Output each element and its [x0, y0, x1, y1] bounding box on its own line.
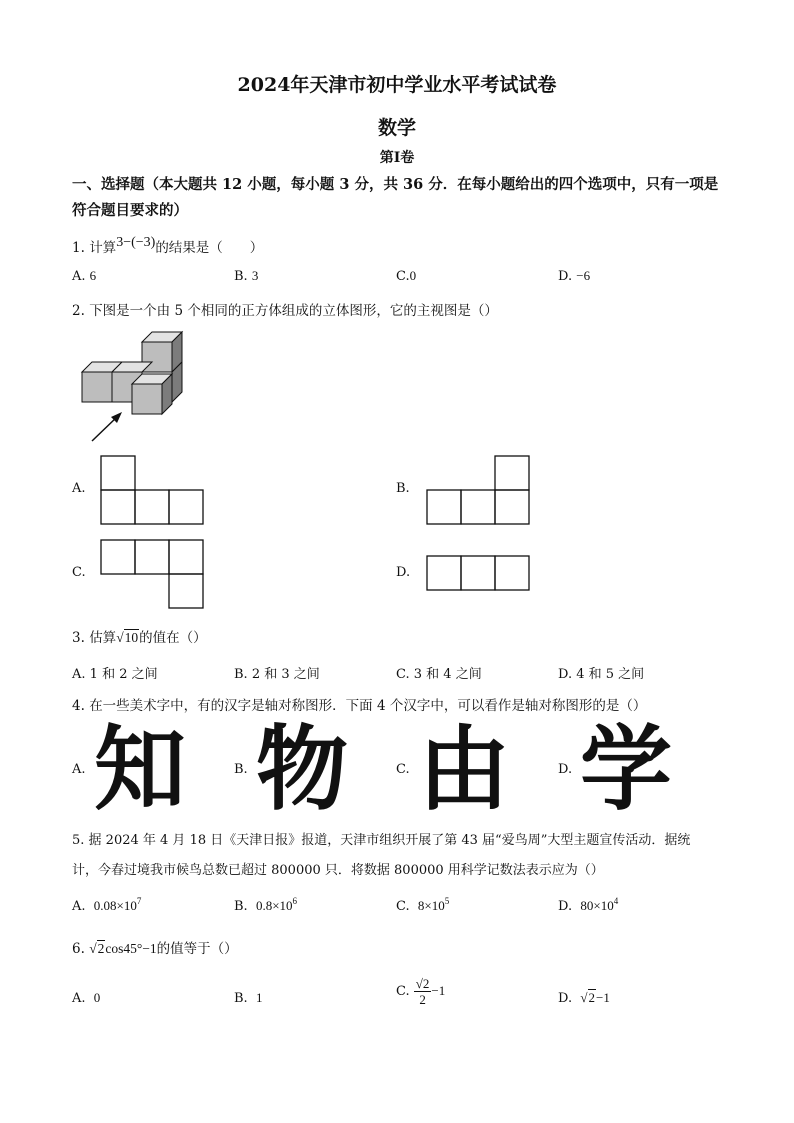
question-number: 2. [72, 303, 85, 319]
math-expression: 3−(−3) [116, 235, 156, 250]
option-base: 8×10 [417, 898, 445, 913]
question-number: 6. [72, 941, 85, 957]
option-label: B. [234, 667, 248, 682]
q6-option-d[interactable] [558, 990, 610, 1006]
q1-option-c[interactable] [396, 268, 416, 284]
option-b-view-diagram [426, 455, 531, 525]
cube-solid-figure [78, 328, 188, 448]
q5-option-a[interactable] [72, 896, 141, 914]
option-value: 0 [409, 268, 417, 283]
question-suffix: 的值在（） [139, 630, 207, 646]
option-exponent: 4 [613, 896, 619, 906]
option-label: C. [396, 667, 410, 682]
question-3 [72, 626, 207, 646]
option-tail: −1 [431, 983, 446, 998]
radicand: 2 [97, 941, 105, 956]
q4-option-a-character[interactable]: 知 [94, 716, 187, 823]
q4-option-d-character[interactable]: 学 [580, 716, 673, 823]
option-base: 0.8×10 [255, 898, 293, 913]
option-value: 1 [255, 990, 263, 1005]
q2-option-a[interactable]: A. [72, 481, 86, 496]
option-a-view-diagram [100, 455, 205, 525]
question-number: 1. [72, 240, 85, 256]
option-value: 6 [89, 268, 97, 283]
option-value: 3 和 4 之间 [413, 667, 482, 682]
q1-option-a[interactable] [72, 268, 96, 284]
sqrt-expression: √2 [89, 941, 105, 956]
question-1 [72, 236, 263, 257]
option-label: A. [72, 991, 86, 1006]
option-label: C. [396, 899, 410, 914]
option-value: 2 和 3 之间 [251, 667, 320, 682]
q6-option-c[interactable] [396, 976, 445, 1007]
option-value: 4 和 5 之间 [576, 667, 645, 682]
question-number: 3. [72, 630, 85, 646]
option-label: A. [72, 667, 86, 682]
question-suffix: 的值等于（） [156, 941, 238, 957]
option-value: 3 [251, 268, 259, 283]
q5-option-d[interactable] [558, 896, 618, 914]
q6-option-a[interactable] [72, 990, 100, 1006]
option-exponent: 6 [292, 896, 298, 906]
option-exponent: 7 [136, 896, 142, 906]
question-5-line-2: 计，今春过境我市候鸟总数已超过 800000 只．将数据 800000 用科学记数法表示应为（） [72, 863, 604, 878]
question-number: 5. [72, 833, 85, 848]
question-text-line-1: 据 2024 年 4 月 18 日《天津日报》报道，天津市组织开展了第 43 届“爱鸟周”大型主题宣传活动．据统 [88, 833, 691, 848]
question-2 [72, 299, 498, 319]
q3-option-d[interactable] [558, 663, 644, 682]
q4-option-b-label[interactable]: B. [234, 762, 248, 777]
q6-option-b[interactable] [234, 990, 262, 1006]
option-base: 0.08×10 [93, 898, 137, 913]
option-value: 0 [93, 990, 101, 1005]
question-5 [72, 829, 690, 848]
fraction-numerator: √2 [415, 976, 430, 991]
option-d-view-diagram [426, 555, 531, 591]
q4-option-b-character[interactable]: 物 [256, 716, 349, 823]
q1-option-d[interactable] [558, 268, 590, 284]
fraction [414, 976, 432, 1007]
q2-option-d[interactable]: D. [396, 565, 411, 580]
question-prefix: 估算 [89, 630, 117, 646]
section-heading: 一、选择题（本大题共 12 小题，每小题 3 分，共 36 分．在每小题给出的四个选项中，只有一项是符合题目要求的） [72, 176, 719, 219]
exam-title: 2024年天津市初中学业水平考试试卷 [237, 74, 557, 96]
question-number: 4. [72, 698, 85, 714]
option-label: A. [72, 899, 86, 914]
option-label: B. [234, 991, 248, 1006]
option-value: 1 和 2 之间 [89, 667, 158, 682]
q4-option-d-label[interactable]: D. [558, 762, 573, 777]
option-value: −6 [576, 268, 591, 283]
question-text: 下图是一个由 5 个相同的正方体组成的立体图形，它的主视图是（） [89, 303, 498, 319]
option-label: C. [396, 269, 410, 284]
sqrt-expression: √10 [116, 630, 139, 645]
q5-option-b[interactable] [234, 896, 297, 914]
question-4 [72, 694, 646, 714]
q3-option-c[interactable] [396, 663, 482, 682]
q3-option-a[interactable] [72, 663, 158, 682]
option-tail: −1 [596, 990, 610, 1005]
option-label: D. [558, 269, 573, 284]
option-exponent: 5 [444, 896, 450, 906]
option-c-view-diagram [100, 539, 205, 609]
q4-option-a-label[interactable]: A. [72, 762, 86, 777]
q4-option-c-label[interactable]: C. [396, 762, 410, 777]
option-label: D. [558, 991, 573, 1006]
math-expression: cos45°−1 [105, 941, 157, 956]
question-suffix: 的结果是（ ） [155, 240, 264, 256]
volume-label: 第Ⅰ卷 [379, 150, 415, 166]
option-label: D. [558, 667, 573, 682]
option-label: C. [396, 984, 410, 999]
question-text: 在一些美术字中，有的汉字是轴对称图形．下面 4 个汉字中，可以看作是轴对称图形的是（） [89, 698, 647, 714]
q1-option-b[interactable] [234, 268, 258, 284]
option-label: D. [558, 899, 573, 914]
q2-option-c[interactable]: C. [72, 565, 86, 580]
fraction-denominator: 2 [419, 992, 426, 1007]
question-6 [72, 937, 238, 957]
option-base: 80×10 [580, 898, 614, 913]
question-prefix: 计算 [89, 240, 117, 256]
sqrt-expression: √2 [580, 990, 595, 1005]
q4-option-c-character[interactable]: 由 [418, 716, 511, 823]
radicand: 10 [124, 630, 139, 645]
q2-option-b[interactable]: B. [396, 481, 410, 496]
radicand: 2 [588, 990, 595, 1005]
q5-option-c[interactable] [396, 896, 449, 914]
option-label: A. [72, 269, 86, 284]
option-label: B. [234, 269, 248, 284]
option-label: B. [234, 899, 248, 914]
subject-title: 数学 [377, 117, 416, 139]
q3-option-b[interactable] [234, 663, 320, 682]
